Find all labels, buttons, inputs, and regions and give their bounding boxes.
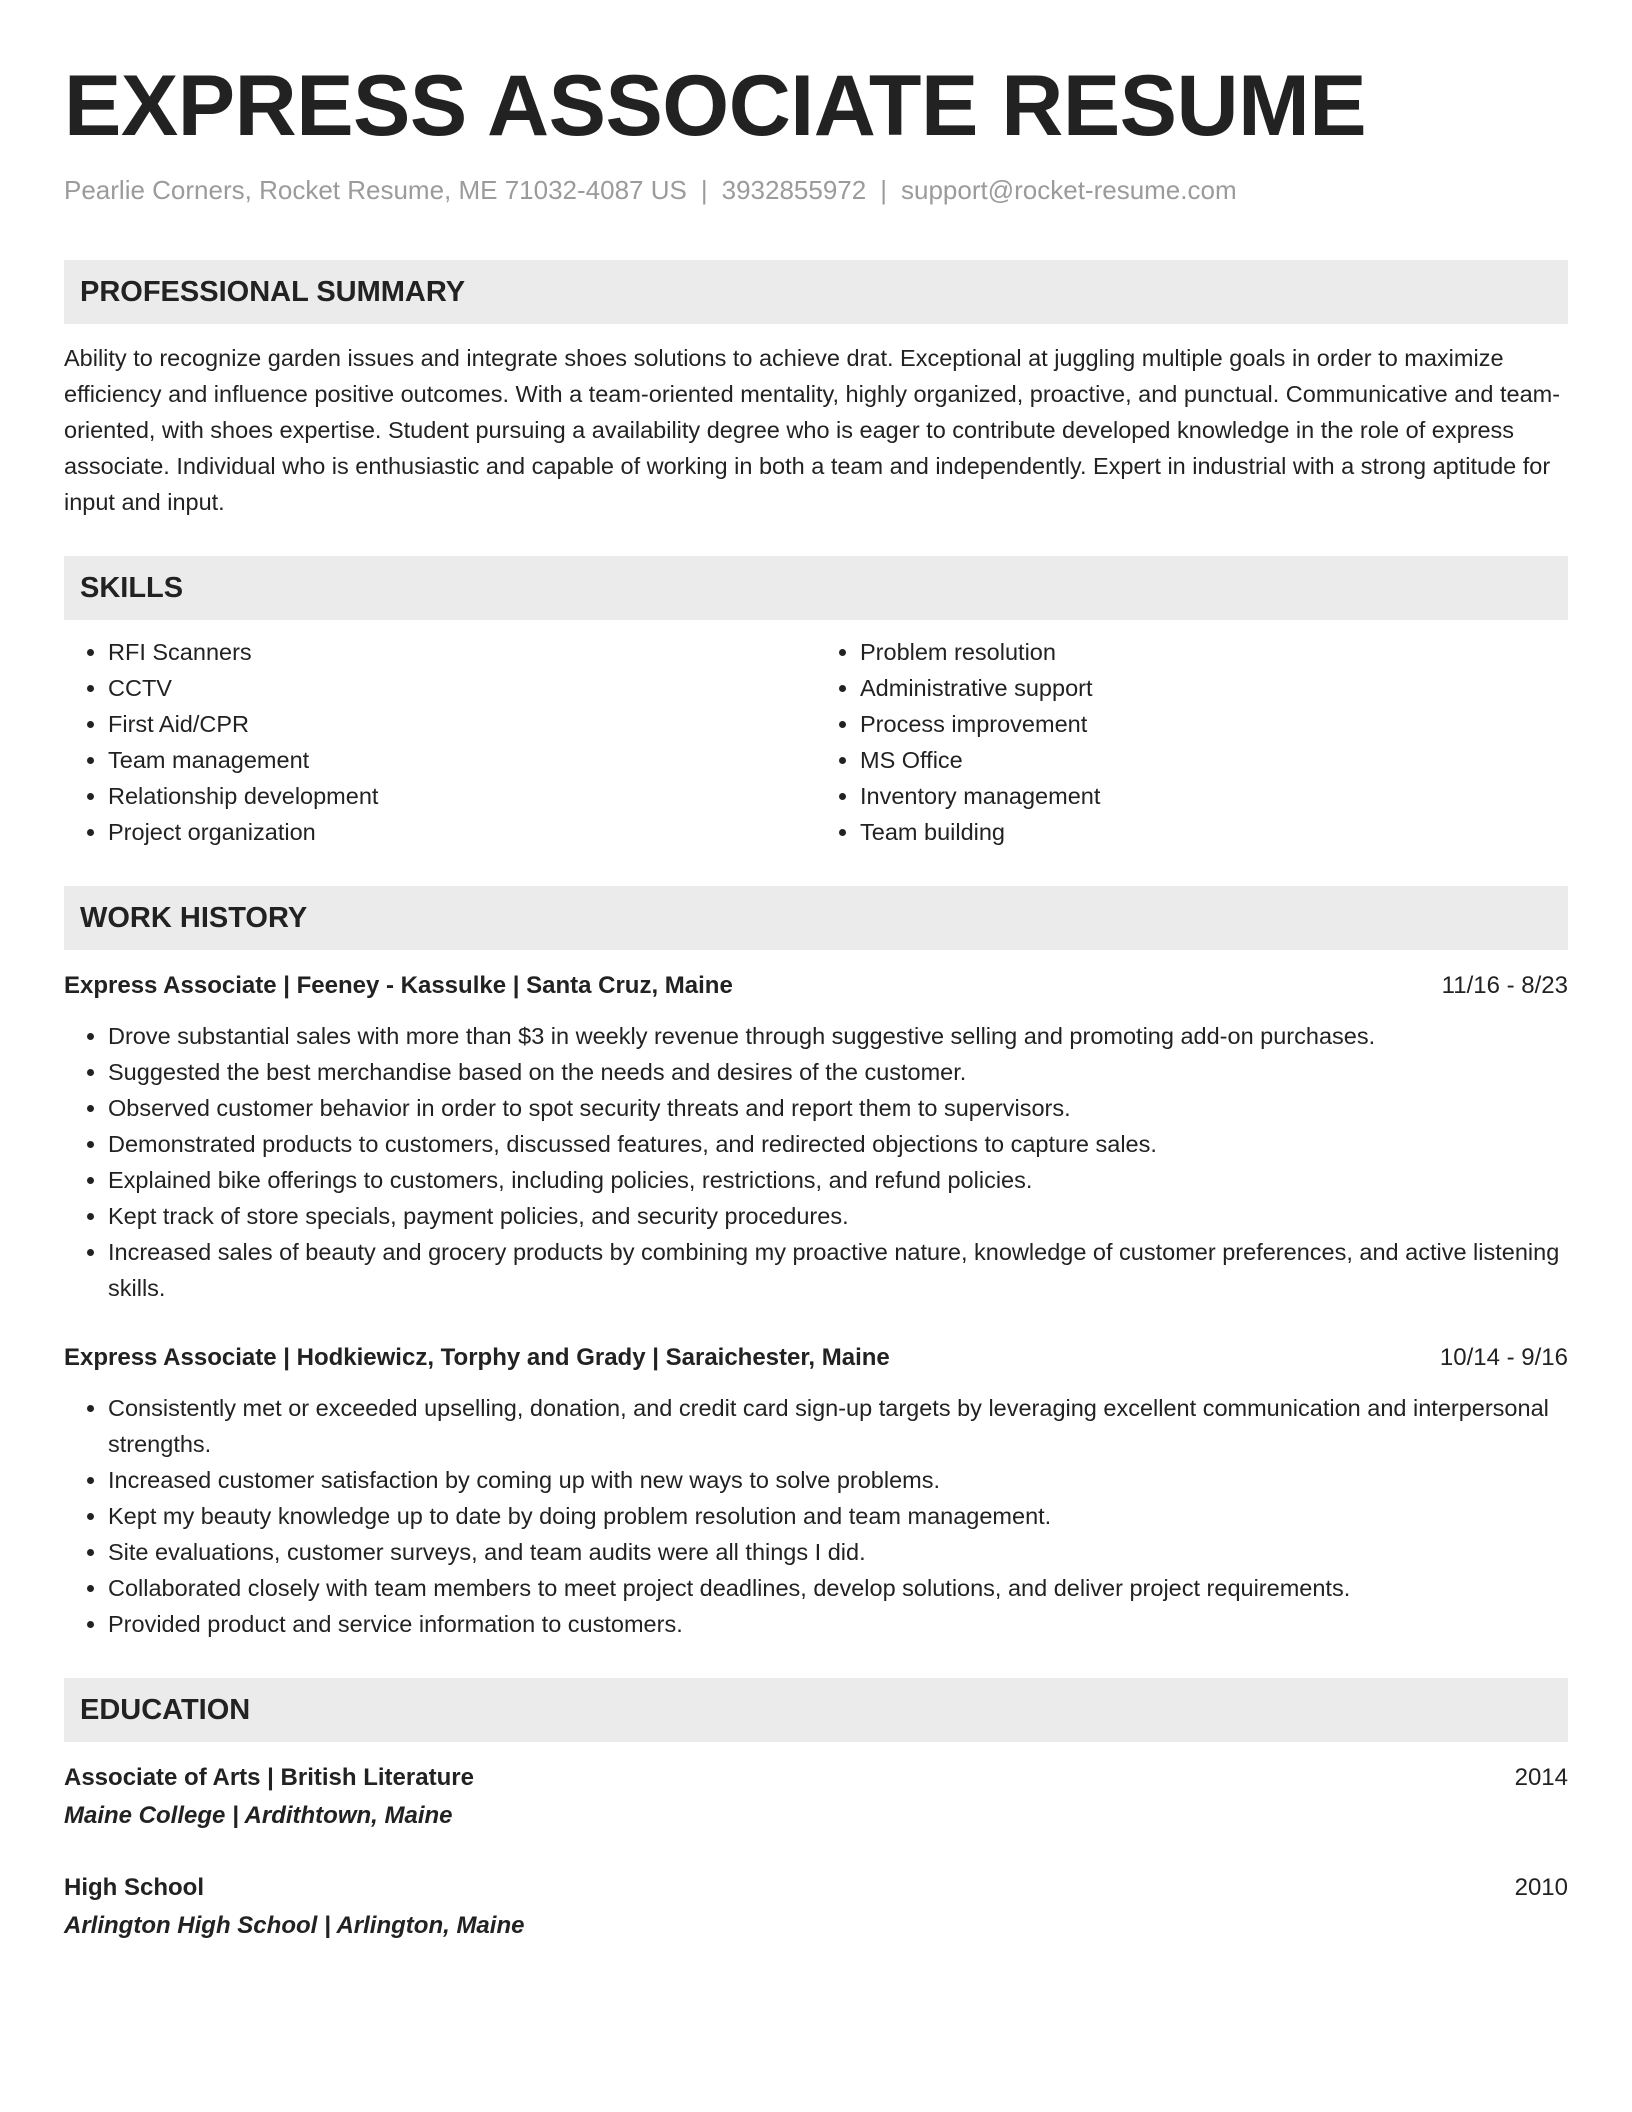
job-header <box>64 1340 1568 1376</box>
job-dates: 10/14 - 9/16 <box>1439 1344 1568 1371</box>
job-bullet: • Kept my beauty knowledge up to date by doing problem resolution and team management. <box>108 1498 1568 1534</box>
job-bullets <box>64 1390 1568 1642</box>
job-title: Express Associate | Feeney - Kassulke | Santa Cruz, Maine <box>64 972 733 999</box>
resume-title: EXPRESS ASSOCIATE RESUME <box>64 58 1367 154</box>
summary-text: Ability to recognize garden issues and integrate shoes solutions to achieve drat. Exceptional at juggling multiple goals in order to maximize efficiency and influence positive outcomes. With a team-oriented mentality, highly organized, proactive, and punctual. Communicative and team-oriented, with shoes expertise. Student pursuing a availability degree who is eager to contribute developed knowledge in the role of express associate. Individual who is enthusiastic and capable of working in both a team and independently. Expert in industrial with a strong aptitude for input and input. <box>64 345 1561 515</box>
skill-item: • Administrative support <box>860 670 1568 706</box>
skills-list <box>64 634 1568 850</box>
education-header <box>64 1870 1568 1906</box>
job-bullets <box>64 1018 1568 1306</box>
education-entry <box>64 1760 1568 1834</box>
job-bullet: • Consistently met or exceeded upselling, donation, and credit card sign-up targets by leveraging excellent communication and interpersonal strengths. <box>108 1390 1568 1462</box>
skill-item: • Process improvement <box>860 706 1568 742</box>
skills-column-right <box>816 634 1568 850</box>
education-school: Arlington High School | Arlington, Maine <box>64 1912 525 1939</box>
education-entry <box>64 1870 1568 1944</box>
skills-column-left <box>64 634 816 850</box>
contact-email: support@rocket-resume.com <box>901 175 1237 205</box>
job-bullet: • Explained bike offerings to customers, including policies, restrictions, and refund policies. <box>108 1162 1568 1198</box>
skill-item: • Team management <box>108 742 816 778</box>
contact-separator: | <box>700 175 708 205</box>
skill-item: • Inventory management <box>860 778 1568 814</box>
job-bullet: • Suggested the best merchandise based on the needs and desires of the customer. <box>108 1054 1568 1090</box>
summary-heading: PROFESSIONAL SUMMARY <box>64 260 1568 324</box>
job-entry <box>64 968 1568 1306</box>
job-bullet: • Observed customer behavior in order to spot security threats and report them to supervisors. <box>108 1090 1568 1126</box>
job-entry <box>64 1340 1568 1642</box>
job-dates: 11/16 - 8/23 <box>1441 972 1568 999</box>
work-history-heading: WORK HISTORY <box>64 886 1568 950</box>
education-degree: Associate of Arts | British Literature <box>64 1764 474 1791</box>
job-bullet: • Increased sales of beauty and grocery products by combining my proactive nature, knowledge of customer preferences, and active listening skills. <box>108 1234 1568 1306</box>
job-bullet: • Demonstrated products to customers, discussed features, and redirected objections to capture sales. <box>108 1126 1568 1162</box>
skill-item: • Team building <box>860 814 1568 850</box>
contact-line <box>64 172 1568 208</box>
skill-item: • RFI Scanners <box>108 634 816 670</box>
job-bullet: • Provided product and service information to customers. <box>108 1606 1568 1642</box>
contact-separator: | <box>880 175 887 205</box>
education-degree: High School <box>64 1874 204 1901</box>
skill-item: • First Aid/CPR <box>108 706 816 742</box>
job-title: Express Associate | Hodkiewicz, Torphy and Grady | Saraichester, Maine <box>64 1344 890 1371</box>
job-bullet: • Drove substantial sales with more than $3 in weekly revenue through suggestive selling and promoting add-on purchases. <box>108 1018 1568 1054</box>
education-school: Maine College | Ardithtown, Maine <box>64 1802 453 1829</box>
education-heading: EDUCATION <box>64 1678 1568 1742</box>
job-bullet: • Increased customer satisfaction by coming up with new ways to solve problems. <box>108 1462 1568 1498</box>
contact-address: Pearlie Corners, Rocket Resume, ME 71032-4087 US <box>64 175 687 205</box>
skill-item: • Relationship development <box>108 778 816 814</box>
skills-heading: SKILLS <box>64 556 1568 620</box>
education-year: 2010 <box>1514 1874 1568 1901</box>
skill-item: • MS Office <box>860 742 1568 778</box>
job-header <box>64 968 1568 1004</box>
skill-item: • CCTV <box>108 670 816 706</box>
contact-phone: 3932855972 <box>721 175 867 205</box>
job-bullet: • Kept track of store specials, payment policies, and security procedures. <box>108 1198 1568 1234</box>
skill-item: • Problem resolution <box>860 634 1568 670</box>
skill-item: • Project organization <box>108 814 816 850</box>
job-bullet: • Site evaluations, customer surveys, and team audits were all things I did. <box>108 1534 1568 1570</box>
education-header <box>64 1760 1568 1796</box>
job-bullet: • Collaborated closely with team members to meet project deadlines, develop solutions, and deliver project requirements. <box>108 1570 1568 1606</box>
education-year: 2014 <box>1514 1764 1568 1791</box>
